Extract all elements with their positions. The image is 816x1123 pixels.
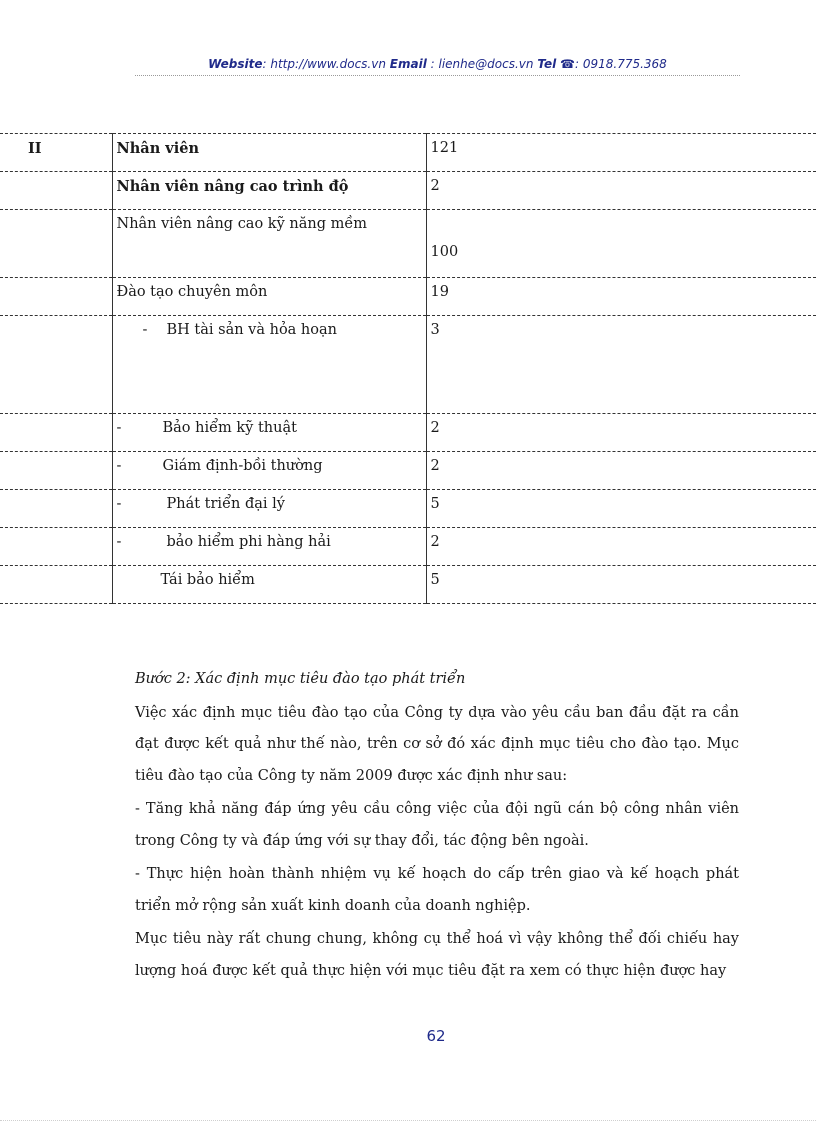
row-value: 2: [426, 414, 816, 452]
row-label: [112, 452, 426, 490]
row-label-text: BH tài sản và hỏa hoạn: [166, 322, 337, 338]
row-value: 3: [426, 316, 816, 414]
training-table: [0, 133, 816, 604]
email-label: Email: [389, 57, 427, 71]
row-label-text: Bảo hiểm kỹ thuật: [162, 420, 297, 436]
paragraph: Mục tiêu này rất chung chung, không cụ thể hoá vì vậy không thể đối chiếu hay lượng hoá được kết quả thực hiện với mục tiêu đặt ra xem có thực hiện được hay: [135, 931, 739, 979]
row-index: [0, 210, 112, 278]
row-label-text: Giám định-bồi thường: [162, 458, 323, 474]
row-label-text: Phát triển đại lý: [166, 496, 285, 512]
row-label: Nhân viên nâng cao kỹ năng mềm: [112, 210, 426, 278]
row-label: [112, 490, 426, 528]
row-label: [112, 528, 426, 566]
list-dash: -: [142, 322, 148, 338]
tel-label: Tel: [537, 57, 557, 71]
page-number: 62: [426, 1027, 446, 1045]
body-text: [135, 664, 739, 989]
row-index: [0, 566, 112, 604]
row-value-text: 100: [430, 244, 459, 260]
list-dash: -: [116, 496, 122, 512]
row-index: [0, 172, 112, 210]
table-row: [0, 490, 816, 528]
row-value: 2: [426, 528, 816, 566]
paragraph: - Tăng khả năng đáp ứng yêu cầu công việc của đội ngũ cán bộ công nhân viên trong Công ty và đáp ứng với sự thay đổi, tác động bên ngoài.: [135, 801, 739, 849]
table-row: [0, 172, 816, 210]
row-index: [0, 278, 112, 316]
row-label-text: bảo hiểm phi hàng hải: [166, 534, 331, 550]
row-index: [0, 528, 112, 566]
row-index: [0, 316, 112, 414]
tel-value: : 0918.775.368: [574, 57, 667, 71]
row-index: [0, 452, 112, 490]
header-divider: [135, 75, 740, 76]
phone-icon: ☎: [560, 57, 575, 71]
row-label: Đào tạo chuyên môn: [112, 278, 426, 316]
row-value: 2: [426, 452, 816, 490]
list-dash: -: [116, 458, 122, 474]
row-value: 5: [426, 566, 816, 604]
paragraph: Việc xác định mục tiêu đào tạo của Công ty dựa vào yêu cầu ban đầu đặt ra cần đạt được kết quả như thế nào, trên cơ sở đó xác định mục tiêu cho đào tạo. Mục tiêu đào tạo của Công ty năm 2009 được xác định như sau:: [135, 704, 739, 784]
row-value: 2: [426, 172, 816, 210]
table-row: [0, 210, 816, 278]
row-label: [112, 316, 426, 414]
row-label: [112, 414, 426, 452]
website-label: Website: [208, 57, 263, 71]
table-row: [0, 452, 816, 490]
table-row: [0, 278, 816, 316]
row-index: [0, 490, 112, 528]
paragraph: - Thực hiện hoàn thành nhiệm vụ kế hoạch do cấp trên giao và kế hoạch phát triển mở rộng sản xuất kinh doanh của doanh nghiệp.: [135, 866, 739, 914]
page-header: [135, 57, 740, 71]
row-value: [426, 210, 816, 278]
table-row: [0, 528, 816, 566]
list-dash: -: [116, 534, 122, 550]
list-dash: -: [116, 420, 122, 436]
website-value: : http://www.docs.vn: [262, 57, 386, 71]
row-value: 121: [426, 134, 816, 172]
row-label: [112, 566, 426, 604]
step-heading: Bước 2: Xác định mục tiêu đào tạo phát triển: [135, 671, 466, 687]
row-label-text: Tái bảo hiểm: [160, 572, 255, 588]
table-row: [0, 134, 816, 172]
row-index: [0, 414, 112, 452]
email-value: : lienhe@docs.vn: [430, 57, 534, 71]
footer-divider: [0, 1120, 816, 1121]
row-value: 19: [426, 278, 816, 316]
table-row: [0, 316, 816, 414]
table-row: [0, 566, 816, 604]
row-label: Nhân viên nâng cao trình độ: [112, 172, 426, 210]
table-row: [0, 414, 816, 452]
row-value: 5: [426, 490, 816, 528]
row-index: II: [0, 134, 112, 172]
row-label: Nhân viên: [112, 134, 426, 172]
